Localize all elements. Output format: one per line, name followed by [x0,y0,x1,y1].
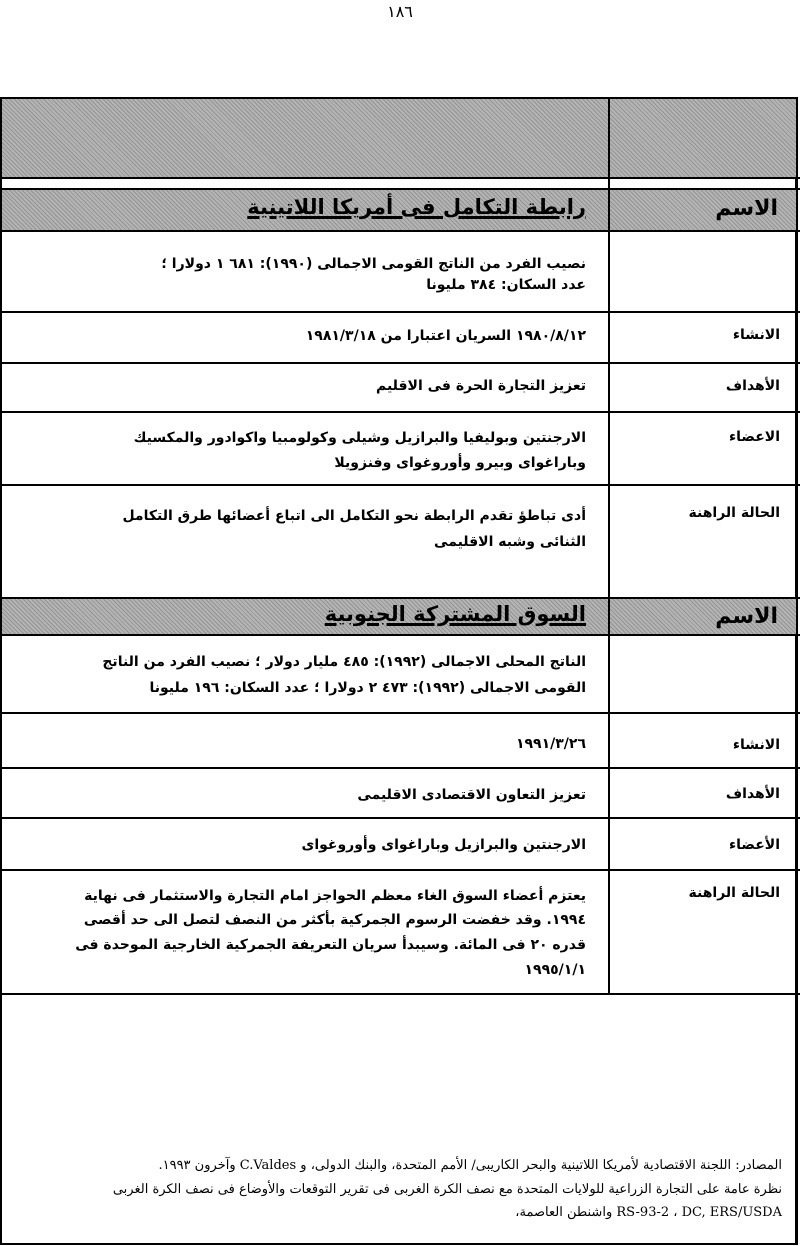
row-rule [0,177,800,179]
block1-title: رابطة التكامل فى أمريكا اللاتينية [247,195,586,219]
row-rule [0,712,800,714]
row-rule [0,362,800,364]
block1-members-label: الاعضاء [729,429,780,445]
block2-status-line2: ١٩٩٤. وقد خفضت الرسوم الجمركية بأكثر من النصف لتصل الى حد أقصى [83,912,586,928]
row-rule [0,817,800,819]
block1-name-label: الاسم [715,196,778,221]
block2-info-line2: القومى الاجمالى (١٩٩٢): ٤٧٣ ٢ دولارا ؛ عدد السكان: ١٩٦ مليونا [149,680,586,696]
block1-members-line1: الارجنتين وبوليفيا والبرازيل وشيلى وكولومبيا واكوادور والمكسيك [133,430,586,446]
block2-goals: تعزيز التعاون الاقتصادى الاقليمى [357,787,586,803]
block2-status-line3: قدره ٢٠ فى المائة. وسيبدأ سريان التعريفة الجمركية الخارجية الموحدة فى [75,937,586,953]
page-number: ١٨٦ [387,2,413,21]
row-rule [0,869,800,871]
sources-line2: نظرة عامة على التجارة الزراعية للولايات المتحدة مع نصف الكرة الغربى فى تقرير التوقعات والأوضاع فى نصف الكرة الغربى [112,1182,782,1197]
block1-goals-label: الأهداف [725,378,780,394]
block1-founded-label: الانشاء [732,327,780,343]
row-rule [0,993,800,995]
block2-founded-label: الانشاء [732,737,780,753]
row-rule [0,188,800,190]
header-shading [2,99,796,177]
block1-founded: ١٩٨٠/٨/١٢ السريان اعتبارا من ١٩٨١/٣/١٨ [305,328,586,344]
row-rule [0,311,800,313]
block2-info-line1: الناتج المحلى الاجمالى (١٩٩٢): ٤٨٥ مليار دولار ؛ نصيب الفرد من الناتج [102,654,586,670]
row-rule [0,484,800,486]
block1-status-line1: أدى تباطؤ تقدم الرابطة نحو التكامل الى اتباع أعضائها طرق التكامل [122,508,586,524]
block2-status-label: الحالة الراهنة [688,885,780,901]
row-rule [0,411,800,413]
block2-title: السوق المشتركة الجنوبية [324,602,586,626]
block2-members-label: الأعضاء [729,837,780,853]
sources-line1: المصادر: اللجنة الاقتصادية لأمريكا اللاتينية والبحر الكاريبى/ الأمم المتحدة، والبنك الدولى، و C.Valdes وآخرون ١٩٩٣. [158,1158,782,1173]
block2-founded: ١٩٩١/٣/٢٦ [515,736,586,752]
block2-status-line1: يعتزم أعضاء السوق الغاء معظم الحواجز امام التجارة والاستثمار فى نهاية [84,888,586,904]
row-rule [0,634,800,636]
block1-info-line2: عدد السكان: ٣٨٤ مليونا [426,277,586,293]
block2-members: الارجنتين والبرازيل وباراغواى وأوروغواى [301,837,586,853]
row-rule [0,767,800,769]
block1-goals: تعزيز التجارة الحرة فى الاقليم [375,378,586,394]
block2-goals-label: الأهداف [725,786,780,802]
block1-status-label: الحالة الراهنة [688,505,780,521]
block2-name-label: الاسم [715,604,778,629]
row-rule [0,597,800,599]
block2-status-line4: ١٩٩٥/١/١ [524,962,586,978]
block1-members-line2: وباراغواى وبيرو وأوروغواى وفنزويلا [334,455,586,471]
block1-status-line2: الثنائى وشبه الاقليمى [434,534,586,550]
block1-info-line1: نصيب الفرد من الناتج القومى الاجمالى (١٩٩٠): ٦٨١ ١ دولارا ؛ [161,256,586,272]
sources-line3: RS-93-2 ، DC, ERS/USDA واشنطن العاصمة، [515,1205,782,1220]
row-rule [0,230,800,232]
